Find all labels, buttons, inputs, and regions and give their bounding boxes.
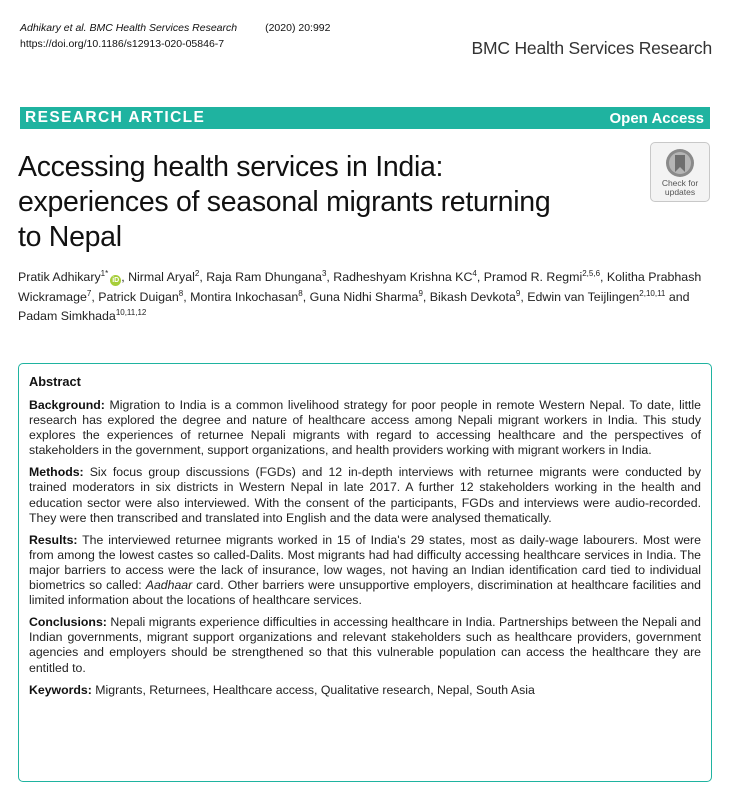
author-name[interactable]: Padam Simkhada [18, 309, 116, 323]
article-type-banner [20, 107, 710, 129]
author-affiliation: 7 [86, 288, 92, 298]
background-text: Migration to India is a common livelihood strategy for poor people in remote Western Nepal. To date, little research has explored the degree and nature of healthcare access among Nepali migrant workers in India. This study explores the experiences of returnee Nepali migrants with regard to accessing healthcare and the perspectives of stakeholders in the government, support organizations, and health providers working with migrant workers in India. [29, 398, 702, 458]
check-updates-line-2: updates [664, 187, 696, 197]
author-name[interactable]: Pramod R. Regmi [483, 270, 583, 284]
author-affiliation: 8 [178, 288, 184, 298]
methods-label: Methods: [29, 465, 84, 480]
abstract-methods [29, 465, 701, 525]
author-conjunction: and [668, 289, 690, 304]
abstract-conclusions [29, 615, 701, 675]
abstract-background [29, 398, 701, 458]
results-text-b: card. Other barriers were unsupportive employers, discrimination at healthcare facilities and limited information about the locations of healthcare services. [29, 578, 701, 608]
author-affiliation: 3 [321, 268, 327, 278]
journal-name: BMC Health Services Research [471, 38, 712, 58]
author-name[interactable]: Montira Inkochasan [190, 289, 299, 304]
results-label: Results: [29, 532, 78, 547]
author-name[interactable]: Patrick Duigan [98, 289, 179, 304]
results-text-a: The interviewed returnee migrants worked in 15 of India's 29 states, most as daily-wage labourers. Most were from among the lowest castes so called-Dalits. Most migrants had had difficulty accessing healthcare services in India. The major barriers to access were the lack of insurance, low wages, not having an Indian identification card tied to individual biometrics so called: [29, 532, 701, 593]
check-for-updates-button[interactable] [650, 142, 710, 202]
author-affiliation: 9 [515, 288, 521, 298]
abstract-results [29, 533, 701, 608]
author-affiliation: 2,5,6 [582, 268, 601, 278]
check-for-updates-text [651, 179, 709, 197]
article-title [18, 150, 638, 255]
author-journal-citation: Adhikary et al. BMC Health Services Research [20, 22, 238, 34]
author-name[interactable]: Kolitha Prabhash Wickramage [18, 270, 702, 304]
author-list: Pratik Adhikary$^{1*}$iD , Nirmal Aryal$^2$, Raja Ram Dhungana$^3$, Radheshyam Krishna $KC^4$, Pramod R. Regmi$^{2,5,6}$, Kolitha Prabhash Wickramage$^7$, Patrick Duigan$^8$, Montira Inkochasan$^8$, Guna Nidhi Sharma$^9$, Bikash Devkota$^9$, Edwin van Teijlingen$^{2,10,11}$ and Padam Simkhada$^{10,11,12}$ [18, 268, 702, 323]
check-updates-line-1: Check for [661, 178, 699, 188]
open-access-label: Open Access [609, 109, 704, 127]
abstract-heading: Abstract [29, 374, 81, 389]
title-line-2: experiences of seasonal migrants returning [18, 186, 551, 218]
author-name[interactable]: Bikash Devkota [429, 289, 516, 304]
check-for-updates-icon [665, 148, 695, 178]
author-affiliation: 9 [418, 288, 423, 298]
author-name[interactable]: Edwin van Teijlingen [527, 289, 640, 304]
running-header [20, 20, 330, 52]
methods-text: Six focus group discussions (FGDs) and 12 in-depth interviews with returnee migrants were conducted by trained moderators in six districts in Western Nepal in late 2017. A further 12 stakeholders working in the health and education sector were also interviewed. With the consent of the participants, FGDs and interviews were audio-recorded. They were then transcribed and translated into English and the data were analysed thematically. [29, 465, 702, 525]
author-name[interactable]: Pratik Adhikary [18, 270, 101, 284]
author-name[interactable]: Guna Nidhi Sharma [309, 289, 419, 304]
citation-line [20, 20, 330, 36]
title-line-3: to Nepal [18, 221, 122, 253]
results-italic-term: Aadhaar [145, 578, 193, 593]
doi-link[interactable]: https://doi.org/10.1186/s12913-020-05846-7 [20, 38, 225, 50]
author-affiliation: 2,10,11 [639, 288, 666, 298]
author-affiliation: 8 [298, 288, 303, 298]
abstract-keywords [29, 683, 701, 698]
author-affiliation: 4 [472, 268, 477, 278]
conclusions-text: Nepali migrants experience difficulties in accessing healthcare in India. Partnerships between the Nepali and Indian governments, migrant support organizations and relevant stakeholders such as healthcare providers, government agencies and employers should be strengthened so that this vulnerable population can access the healthcare they are entitled to. [29, 615, 701, 675]
author-affiliation: 10,11,12 [115, 307, 147, 317]
author-name[interactable]: Radheshyam Krishna KC [333, 270, 473, 284]
article-type-label: RESEARCH ARTICLE [25, 109, 206, 126]
year-issue: (2020) 20:992 [265, 22, 331, 34]
orcid-icon[interactable]: iD [112, 277, 120, 284]
title-line-1: Accessing health services in India: [18, 151, 444, 183]
conclusions-label: Conclusions: [29, 615, 107, 630]
author-affiliation: 1* [100, 268, 109, 278]
abstract-box [18, 363, 712, 782]
background-label: Background: [29, 398, 105, 412]
author-name[interactable]: Raja Ram Dhungana [206, 270, 322, 284]
keywords-label: Keywords: [29, 682, 92, 697]
author-affiliation: 2 [194, 268, 200, 278]
author-name[interactable]: Nirmal Aryal [128, 270, 195, 284]
keywords-text: Migrants, Returnees, Healthcare access, Qualitative research, Nepal, South Asia [95, 682, 535, 697]
